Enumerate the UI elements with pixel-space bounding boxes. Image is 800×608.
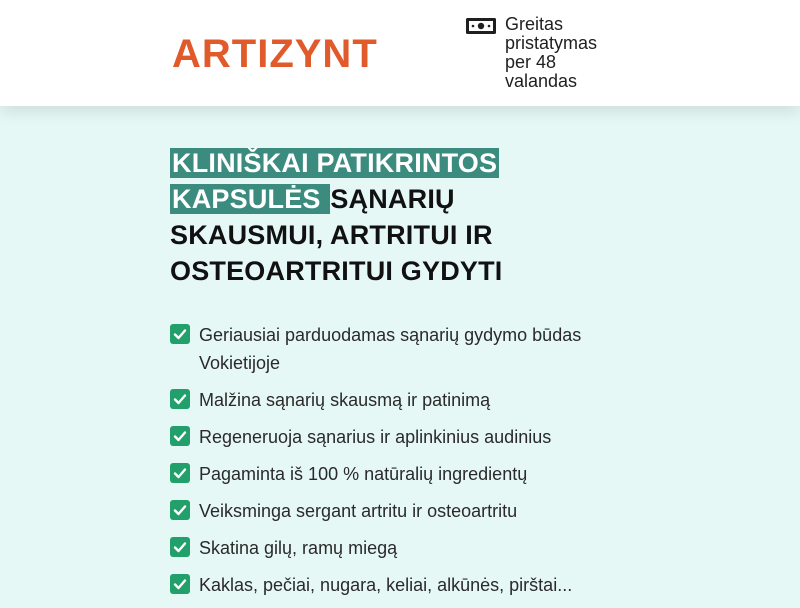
brand-logo[interactable]: ARTIZYNT xyxy=(172,32,378,76)
feature-text: Pagaminta iš 100 % natūralių ingredientų xyxy=(199,464,528,484)
delivery-text: Greitas pristatymas per 48 valandas xyxy=(505,14,598,91)
list-item xyxy=(170,321,630,377)
money-icon xyxy=(466,18,496,34)
headline-rest: SĄNARIŲ SKAUSMUI, ARTRITUI IR OSTEOARTRITUI GYDYTI xyxy=(170,184,503,286)
list-item xyxy=(170,423,630,451)
list-item xyxy=(170,497,630,525)
list-item xyxy=(170,571,630,599)
check-icon xyxy=(170,574,190,594)
check-icon xyxy=(170,324,190,344)
list-item xyxy=(170,460,630,488)
feature-text: Malžina sąnarių skausmą ir patinimą xyxy=(199,390,491,410)
check-icon xyxy=(170,463,190,483)
check-icon xyxy=(170,500,190,520)
headline-highlight-line2: KAPSULĖS xyxy=(172,184,329,214)
feature-list xyxy=(170,321,630,608)
feature-text: Skatina gilų, ramų miegą xyxy=(199,538,398,558)
check-icon xyxy=(170,426,190,446)
feature-text: Geriausiai parduodamas sąnarių gydymo būdas Vokietijoje xyxy=(199,325,582,373)
page-headline xyxy=(170,145,600,289)
feature-text: Kaklas, pečiai, nugara, keliai, alkūnės, pirštai... xyxy=(199,575,573,595)
feature-text: Veiksminga sergant artritu ir osteoartritu xyxy=(199,501,518,521)
site-header xyxy=(0,0,800,106)
feature-text: Regeneruoja sąnarius ir aplinkinius audinius xyxy=(199,427,552,447)
list-item xyxy=(170,386,630,414)
list-item xyxy=(170,534,630,562)
check-icon xyxy=(170,537,190,557)
headline-highlight-line1: KLINIŠKAI PATIKRINTOS xyxy=(172,148,498,178)
main-content xyxy=(0,106,800,600)
check-icon xyxy=(170,389,190,409)
